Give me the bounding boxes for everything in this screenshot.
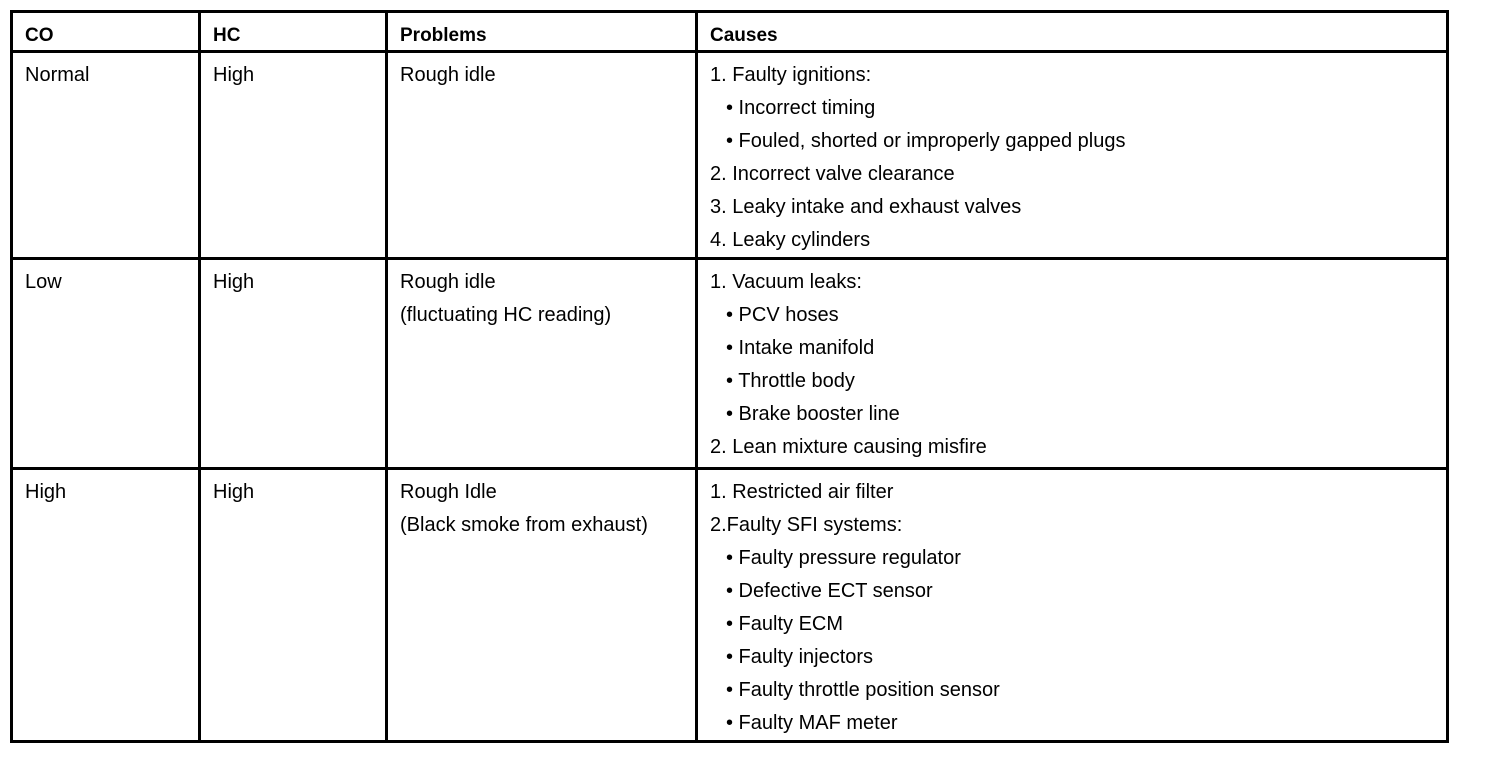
header-co: CO <box>12 12 200 52</box>
cause-line: 2. Lean mixture causing misfire <box>710 436 987 458</box>
cause-line: • Fouled, shorted or improperly gapped plugs <box>726 130 1126 152</box>
causes-cell <box>697 259 1448 469</box>
table-row <box>12 469 1448 742</box>
cause-line: 1. Vacuum leaks: <box>710 271 862 293</box>
cause-line: • Defective ECT sensor <box>726 580 933 602</box>
cause-line: • Throttle body <box>726 370 855 392</box>
problem-line: Rough idle <box>400 64 496 86</box>
cause-line: • Faulty MAF meter <box>726 712 898 734</box>
problem-line: (Black smoke from exhaust) <box>400 514 648 536</box>
problems-cell <box>387 469 697 742</box>
co-cell: High <box>12 469 200 742</box>
cause-line: 1. Restricted air filter <box>710 481 894 503</box>
header-problems: Problems <box>387 12 697 52</box>
hc-cell: High <box>200 259 387 469</box>
cause-line: • Faulty injectors <box>726 646 874 668</box>
cause-line: • Faulty pressure regulator <box>726 547 961 569</box>
problem-line: (fluctuating HC reading) <box>400 304 612 326</box>
problem-line: Rough Idle <box>400 481 497 503</box>
causes-cell <box>697 52 1448 259</box>
cause-line: • Brake booster line <box>726 403 900 425</box>
header-causes: Causes <box>697 12 1448 52</box>
cause-line: • Intake manifold <box>726 337 875 359</box>
cause-line: 1. Faulty ignitions: <box>710 64 872 86</box>
hc-cell: High <box>200 52 387 259</box>
cause-line: 4. Leaky cylinders <box>710 229 871 251</box>
causes-cell <box>697 469 1448 742</box>
header-row <box>12 12 1448 52</box>
header-hc: HC <box>200 12 387 52</box>
cause-line: 3. Leaky intake and exhaust valves <box>710 196 1022 218</box>
cause-line: • Faulty ECM <box>726 613 844 635</box>
cause-line: 2.Faulty SFI systems: <box>710 514 903 536</box>
problem-line: Rough idle <box>400 271 496 293</box>
table-row <box>12 259 1448 469</box>
co-cell: Normal <box>12 52 200 259</box>
hc-cell: High <box>200 469 387 742</box>
diagnosis-table <box>10 10 1449 743</box>
co-cell: Low <box>12 259 200 469</box>
problems-cell <box>387 52 697 259</box>
cause-line: 2. Incorrect valve clearance <box>710 163 955 185</box>
cause-line: • Faulty throttle position sensor <box>726 679 1000 701</box>
table-row <box>12 52 1448 259</box>
cause-line: • Incorrect timing <box>726 97 876 119</box>
problems-cell <box>387 259 697 469</box>
cause-line: • PCV hoses <box>726 304 839 326</box>
